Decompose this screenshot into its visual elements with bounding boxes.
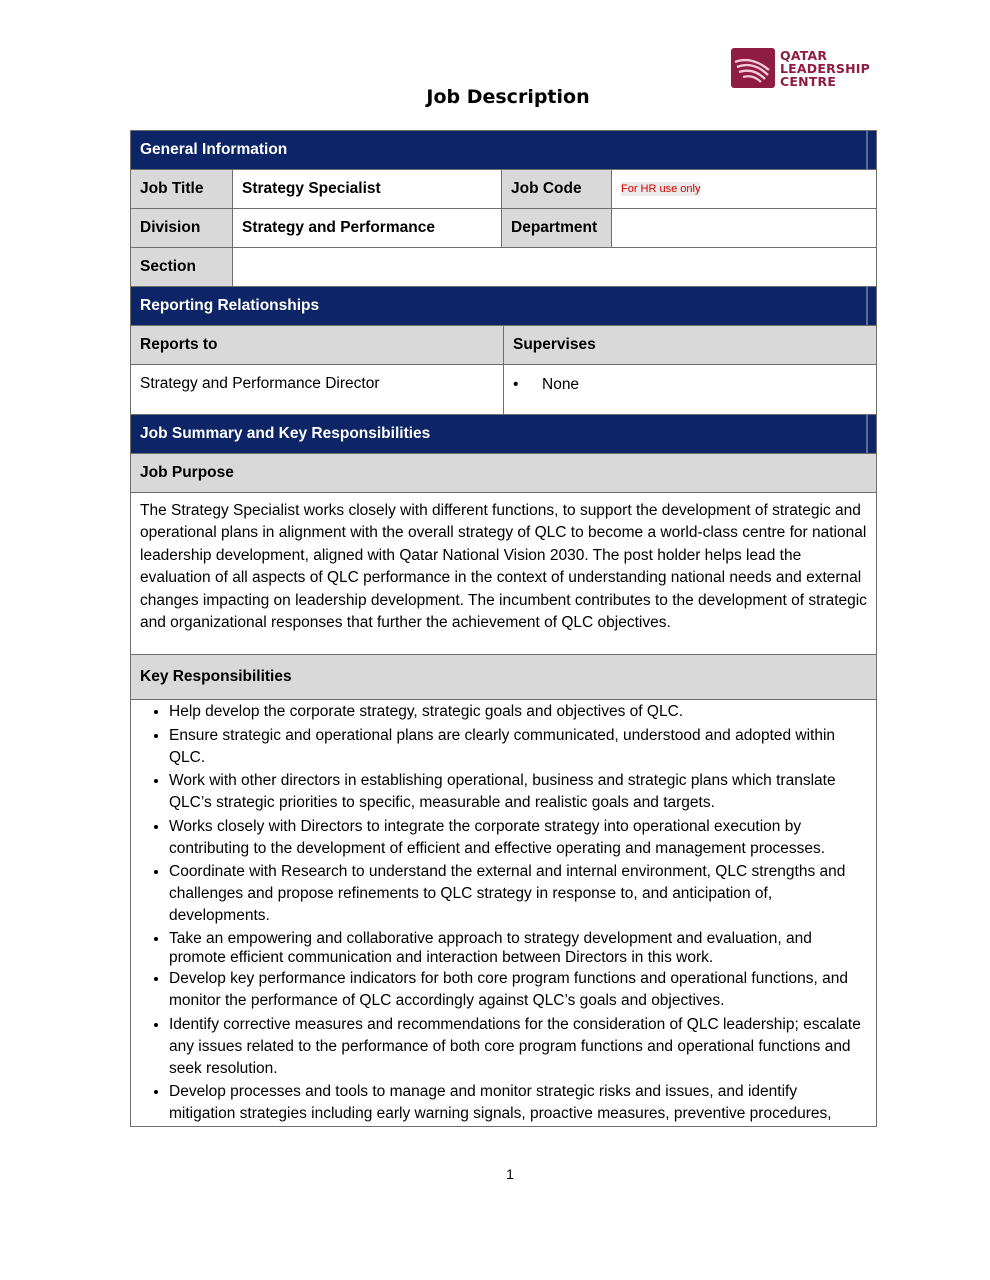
department-label: Department	[502, 209, 612, 247]
supervises-label: Supervises	[504, 326, 876, 364]
qlc-logo	[731, 46, 871, 90]
division-value: Strategy and Performance	[233, 209, 502, 247]
qlc-logo-text: QATAR LEADERSHIP CENTRE	[780, 47, 870, 89]
reporting-relationships-header	[131, 287, 876, 326]
responsibility-item: • Help develop the corporate strategy, strategic goals and objectives of QLC.	[169, 701, 867, 723]
job-title-row	[131, 170, 876, 209]
job-summary-header	[131, 415, 876, 454]
general-information-header	[131, 130, 876, 170]
key-responsibilities-label-row	[131, 655, 876, 700]
job-code-value	[612, 170, 876, 208]
reports-to-value: Strategy and Performance Director	[131, 365, 504, 414]
department-value	[612, 209, 876, 247]
document-title: Job Description	[426, 86, 590, 108]
job-description-table	[130, 130, 877, 1127]
job-code-label: Job Code	[502, 170, 612, 208]
division-label: Division	[131, 209, 233, 247]
job-purpose-label-row	[131, 454, 876, 493]
responsibility-item: • Develop key performance indicators for both core program functions and operational functions, and monitor the performance of QLC accordingly against QLC’s goals and objectives.	[169, 968, 867, 1012]
reporting-labels-row	[131, 326, 876, 365]
reporting-values-row	[131, 365, 876, 415]
section-label: Section	[131, 248, 233, 286]
key-responsibilities-label: Key Responsibilities	[131, 655, 876, 699]
job-summary-title: Job Summary and Key Responsibilities	[131, 415, 876, 453]
qlc-logo-mark	[731, 48, 775, 88]
page-number: 1	[506, 1166, 514, 1182]
responsibility-item: • Develop processes and tools to manage and monitor strategic risks and issues, and identify mitigation strategies including early warning signals, proactive measures, preventive procedures,	[169, 1081, 867, 1125]
supervises-value	[504, 365, 876, 414]
job-purpose-row	[131, 493, 876, 655]
key-responsibilities-list	[131, 700, 876, 1126]
reports-to-label: Reports to	[131, 326, 504, 364]
responsibility-item: • Work with other directors in establishing operational, business and strategic plans which translate QLC’s strategic priorities to specific, measurable and realistic goals and targets.	[169, 770, 867, 814]
job-purpose-text: The Strategy Specialist works closely with different functions, to support the development of strategic and operational plans in alignment with the overall strategy of QLC to become a world-class centre for national leadership development, aligned with Qatar National Vision 2030. The post holder helps lead the evaluation of all aspects of QLC performance in the context of understanding national needs and external changes impacting on leadership development. The incumbent contributes to the development of strategic and organizational responses that further the achievement of QLC objectives.	[140, 502, 867, 632]
responsibility-item: • Identify corrective measures and recommendations for the consideration of QLC leadership; escalate any issues related to the performance of both core program functions and operational functions and seek resolution.	[169, 1014, 867, 1080]
hr-use-only-note: For HR use only	[621, 183, 701, 195]
bullet-icon: •	[513, 376, 519, 393]
section-value	[233, 248, 876, 286]
job-title-value: Strategy Specialist	[233, 170, 502, 208]
supervises-item: None	[542, 376, 580, 393]
responsibility-item: • Ensure strategic and operational plans are clearly communicated, understood and adopted within QLC.	[169, 725, 867, 769]
division-row	[131, 209, 876, 248]
responsibility-item: • Coordinate with Research to understand the external and internal environment, QLC strengths and challenges and propose refinements to QLC strategy in response to, and anticipation of, developments.	[169, 861, 867, 927]
section-row	[131, 248, 876, 287]
responsibility-item: • Works closely with Directors to integrate the corporate strategy into operational execution by contributing to the development of efficient and effective operating and management processes.	[169, 816, 867, 860]
reporting-relationships-title: Reporting Relationships	[131, 287, 876, 325]
job-title-label: Job Title	[131, 170, 233, 208]
responsibility-item: • Take an empowering and collaborative approach to strategy development and evaluation, and promote efficient communication and interaction between Directors in this work.	[169, 929, 867, 967]
general-information-title: General Information	[131, 131, 876, 169]
key-responsibilities-row	[131, 700, 876, 1127]
job-purpose-label: Job Purpose	[131, 454, 876, 492]
